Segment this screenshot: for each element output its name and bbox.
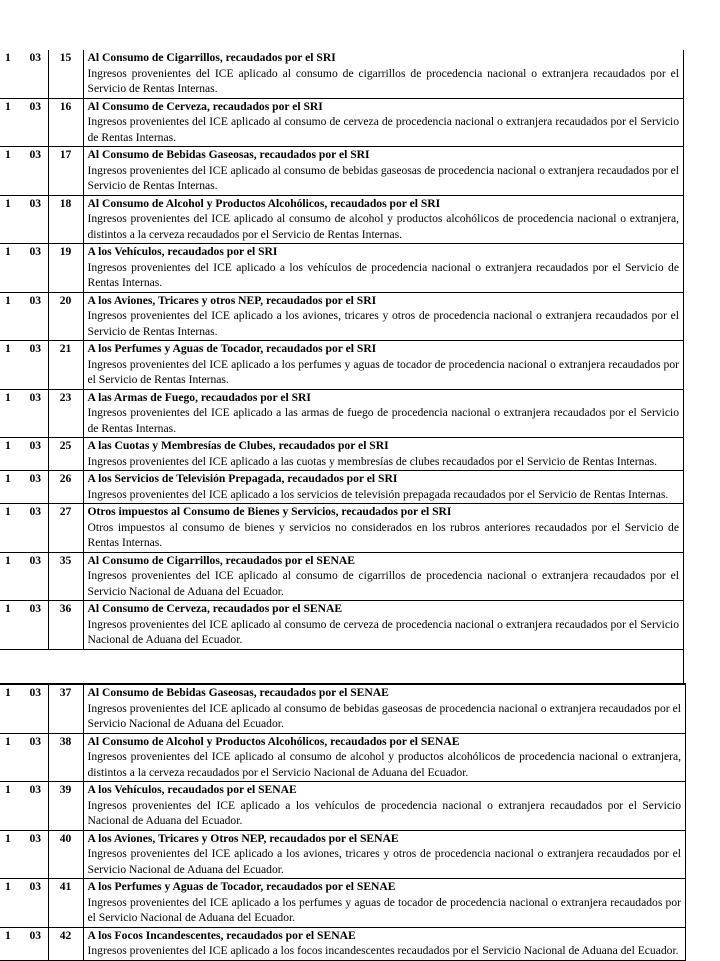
group-code: 1 (0, 927, 23, 960)
item-title: Al Consumo de Bebidas Gaseosas, recaudados por el SRI (87, 148, 370, 161)
item-description-cell (83, 50, 684, 98)
group-code: 1 (0, 504, 23, 553)
item-code: 42 (48, 927, 83, 960)
item-code: 23 (48, 389, 83, 438)
item-description-cell (83, 471, 684, 504)
group-code: 1 (0, 98, 23, 147)
subgroup-code: 03 (23, 552, 48, 601)
item-description: Ingresos provenientes del ICE aplicado a los aviones, tricares y otros de procedencia nacional o extranjera recaudados por el Servicio Nacional de Aduana del Ecuador. (87, 847, 681, 876)
item-title: A los Servicios de Televisión Prepagada, recaudados por el SRI (87, 472, 398, 485)
item-title: A las Cuotas y Membresías de Clubes, recaudados por el SRI (87, 439, 389, 452)
item-description-cell (83, 389, 684, 438)
table-row (0, 830, 686, 879)
item-description: Ingresos provenientes del ICE aplicado al consumo de cerveza de procedencia nacional o extranjera recaudados por el Servicio Nacional de Aduana del Ecuador. (87, 617, 679, 646)
table-row (0, 50, 684, 98)
item-code: 41 (48, 879, 83, 928)
group-code: 1 (0, 601, 23, 650)
item-title: Otros impuestos al Consumo de Bienes y Servicios, recaudados por el SRI (87, 505, 452, 518)
item-description: Ingresos provenientes del ICE aplicado a los perfumes y aguas de tocador de procedencia nacional o extranjera recaudados por el Servicio Nacional de Aduana del Ecuador. (87, 895, 681, 924)
subgroup-code: 03 (23, 147, 48, 196)
subgroup-code: 03 (23, 504, 48, 553)
group-code: 1 (0, 733, 23, 782)
item-description: Ingresos provenientes del ICE aplicado a los aviones, tricares y otros de procedencia nacional o extranjera recaudados por el Servicio de Rentas Internas. (87, 309, 679, 338)
item-description: Ingresos provenientes del ICE aplicado al consumo de cigarrillos de procedencia nacional o extranjera recaudados por el Servicio de Rentas Internas. (87, 66, 679, 95)
item-code: 35 (48, 552, 83, 601)
budget-items-table-2 (0, 683, 686, 961)
item-code: 36 (48, 601, 83, 650)
table-row (0, 552, 684, 601)
item-description-cell (83, 98, 684, 147)
group-code: 1 (0, 147, 23, 196)
group-code: 1 (0, 292, 23, 341)
group-code: 1 (0, 830, 23, 879)
item-description: Ingresos provenientes del ICE aplicado a los vehículos de procedencia nacional o extranjera recaudados por el Servicio de Rentas Internas. (87, 260, 679, 289)
table-row (0, 195, 684, 244)
item-title: Al Consumo de Bebidas Gaseosas, recaudados por el SENAE (87, 686, 389, 699)
subgroup-code: 03 (23, 782, 48, 831)
subgroup-code: 03 (23, 438, 48, 471)
item-description-cell (83, 147, 684, 196)
item-code: 15 (48, 50, 83, 98)
group-code: 1 (0, 341, 23, 390)
item-code: 20 (48, 292, 83, 341)
item-description-cell (83, 552, 684, 601)
table-row (0, 341, 684, 390)
table-row (0, 389, 684, 438)
item-code: 19 (48, 244, 83, 293)
item-title: A los Aviones, Tricares y Otros NEP, recaudados por el SENAE (87, 831, 399, 845)
table-row (0, 879, 686, 928)
group-code: 1 (0, 438, 23, 471)
group-code: 1 (0, 782, 23, 831)
item-code: 16 (48, 98, 83, 147)
item-description: Ingresos provenientes del ICE aplicado a los focos incandescentes recaudados por el Servicio Nacional de Aduana del Ecuador. (87, 944, 679, 957)
item-code: 25 (48, 438, 83, 471)
item-description-cell (83, 244, 684, 293)
item-title: Al Consumo de Cigarrillos, recaudados por el SRI (87, 51, 336, 64)
table-row (0, 601, 684, 650)
item-description-cell (83, 782, 686, 831)
item-description: Ingresos provenientes del ICE aplicado a los perfumes y aguas de tocador de procedencia nacional o extranjera recaudados por el Servicio de Rentas Internas. (87, 357, 679, 386)
item-title: A los Aviones, Tricares y otros NEP, recaudados por el SRI (87, 293, 377, 307)
item-description-cell (83, 504, 684, 553)
item-title: A los Vehículos, recaudados por el SRI (87, 245, 278, 258)
item-description: Ingresos provenientes del ICE aplicado al consumo de cerveza de procedencia nacional o extranjera recaudados por el Servicio de Rentas Internas. (87, 115, 679, 144)
table-body-2 (0, 684, 686, 960)
item-description-cell (83, 879, 686, 928)
item-description: Ingresos provenientes del ICE aplicado a las cuotas y membresías de clubes recaudados por el Servicio de Rentas Internas. (87, 454, 658, 468)
item-code: 26 (48, 471, 83, 504)
item-code: 27 (48, 504, 83, 553)
item-code: 37 (48, 684, 83, 733)
group-code: 1 (0, 244, 23, 293)
group-code: 1 (0, 389, 23, 438)
item-description-cell (83, 830, 686, 879)
item-description: Ingresos provenientes del ICE aplicado al consumo de bebidas gaseosas de procedencia nacional o extranjera recaudados por el Servicio de Rentas Internas. (87, 163, 679, 192)
table-row (0, 733, 686, 782)
subgroup-code: 03 (23, 684, 48, 733)
group-code: 1 (0, 195, 23, 244)
subgroup-code: 03 (23, 50, 48, 98)
item-code: 17 (48, 147, 83, 196)
table-row (0, 927, 686, 960)
item-title: A los Perfumes y Aguas de Tocador, recaudados por el SENAE (87, 880, 396, 893)
budget-items-table-1 (0, 50, 684, 650)
subgroup-code: 03 (23, 879, 48, 928)
group-code: 1 (0, 50, 23, 98)
subgroup-code: 03 (23, 292, 48, 341)
item-title: A los Vehículos, recaudados por el SENAE (87, 783, 297, 796)
item-title: A las Armas de Fuego, recaudados por el SRI (87, 390, 311, 404)
table-body-1 (0, 50, 684, 649)
item-title: Al Consumo de Cigarrillos, recaudados por el SENAE (87, 553, 356, 567)
item-title: Al Consumo de Alcohol y Productos Alcohólicos, recaudados por el SRI (87, 196, 441, 210)
item-title: A los Focos Incandescentes, recaudados por el SENAE (87, 928, 356, 942)
table-row (0, 504, 684, 553)
item-description-cell (83, 733, 686, 782)
subgroup-code: 03 (23, 601, 48, 650)
item-code: 39 (48, 782, 83, 831)
subgroup-code: 03 (23, 341, 48, 390)
item-description-cell (83, 927, 686, 960)
item-description-cell (83, 601, 684, 650)
table-row (0, 471, 684, 504)
subgroup-code: 03 (23, 927, 48, 960)
item-description: Ingresos provenientes del ICE aplicado al consumo de alcohol y productos alcohólicos de procedencia nacional o extranjera, distintos a la cerveza recaudados por el Servicio Nacional de Aduana del Ecuador. (87, 750, 681, 779)
item-title: A los Perfumes y Aguas de Tocador, recaudados por el SRI (87, 342, 377, 355)
item-description-cell (83, 438, 684, 471)
item-description: Otros impuestos al consumo de bienes y servicios no considerados en los rubros anteriores recaudados por el Servicio de Rentas Internas. (87, 520, 679, 549)
item-code: 38 (48, 733, 83, 782)
table-row (0, 438, 684, 471)
subgroup-code: 03 (23, 98, 48, 147)
item-description: Ingresos provenientes del ICE aplicado al consumo de bebidas gaseosas de procedencia nacional o extranjera recaudados por el Servicio Nacional de Aduana del Ecuador. (87, 701, 681, 730)
item-title: Al Consumo de Cerveza, recaudados por el SRI (87, 99, 323, 113)
group-code: 1 (0, 684, 23, 733)
table-row (0, 98, 684, 147)
subgroup-code: 03 (23, 471, 48, 504)
table-row (0, 244, 684, 293)
item-description: Ingresos provenientes del ICE aplicado al consumo de alcohol y productos alcohólicos de procedencia nacional o extranjera, distintos a la cerveza recaudados por el Servicio de Rentas Internas. (87, 212, 679, 241)
item-description: Ingresos provenientes del ICE aplicado a los vehículos de procedencia nacional o extranjera recaudados por el Servicio Nacional de Aduana del Ecuador. (87, 798, 681, 827)
table-row (0, 684, 686, 733)
item-code: 40 (48, 830, 83, 879)
subgroup-code: 03 (23, 195, 48, 244)
subgroup-code: 03 (23, 733, 48, 782)
item-description: Ingresos provenientes del ICE aplicado a los servicios de televisión prepagada recaudados por el Servicio de Rentas Internas. (87, 487, 669, 501)
group-code: 1 (0, 879, 23, 928)
item-description: Ingresos provenientes del ICE aplicado al consumo de cigarrillos de procedencia nacional o extranjera recaudados por el Servicio Nacional de Aduana del Ecuador. (87, 569, 679, 598)
table-row (0, 782, 686, 831)
item-description-cell (83, 684, 686, 733)
group-code: 1 (0, 552, 23, 601)
item-description-cell (83, 292, 684, 341)
item-code: 18 (48, 195, 83, 244)
subgroup-code: 03 (23, 389, 48, 438)
item-description-cell (83, 341, 684, 390)
table-row (0, 147, 684, 196)
table-right-border (683, 50, 684, 683)
subgroup-code: 03 (23, 244, 48, 293)
table-row (0, 292, 684, 341)
item-description-cell (83, 195, 684, 244)
item-title: Al Consumo de Alcohol y Productos Alcohólicos, recaudados por el SENAE (87, 734, 460, 748)
item-code: 21 (48, 341, 83, 390)
item-title: Al Consumo de Cerveza, recaudados por el SENAE (87, 602, 343, 615)
item-description: Ingresos provenientes del ICE aplicado a las armas de fuego de procedencia nacional o extranjera recaudados por el Servicio de Rentas Internas. (87, 406, 679, 435)
subgroup-code: 03 (23, 830, 48, 879)
group-code: 1 (0, 471, 23, 504)
